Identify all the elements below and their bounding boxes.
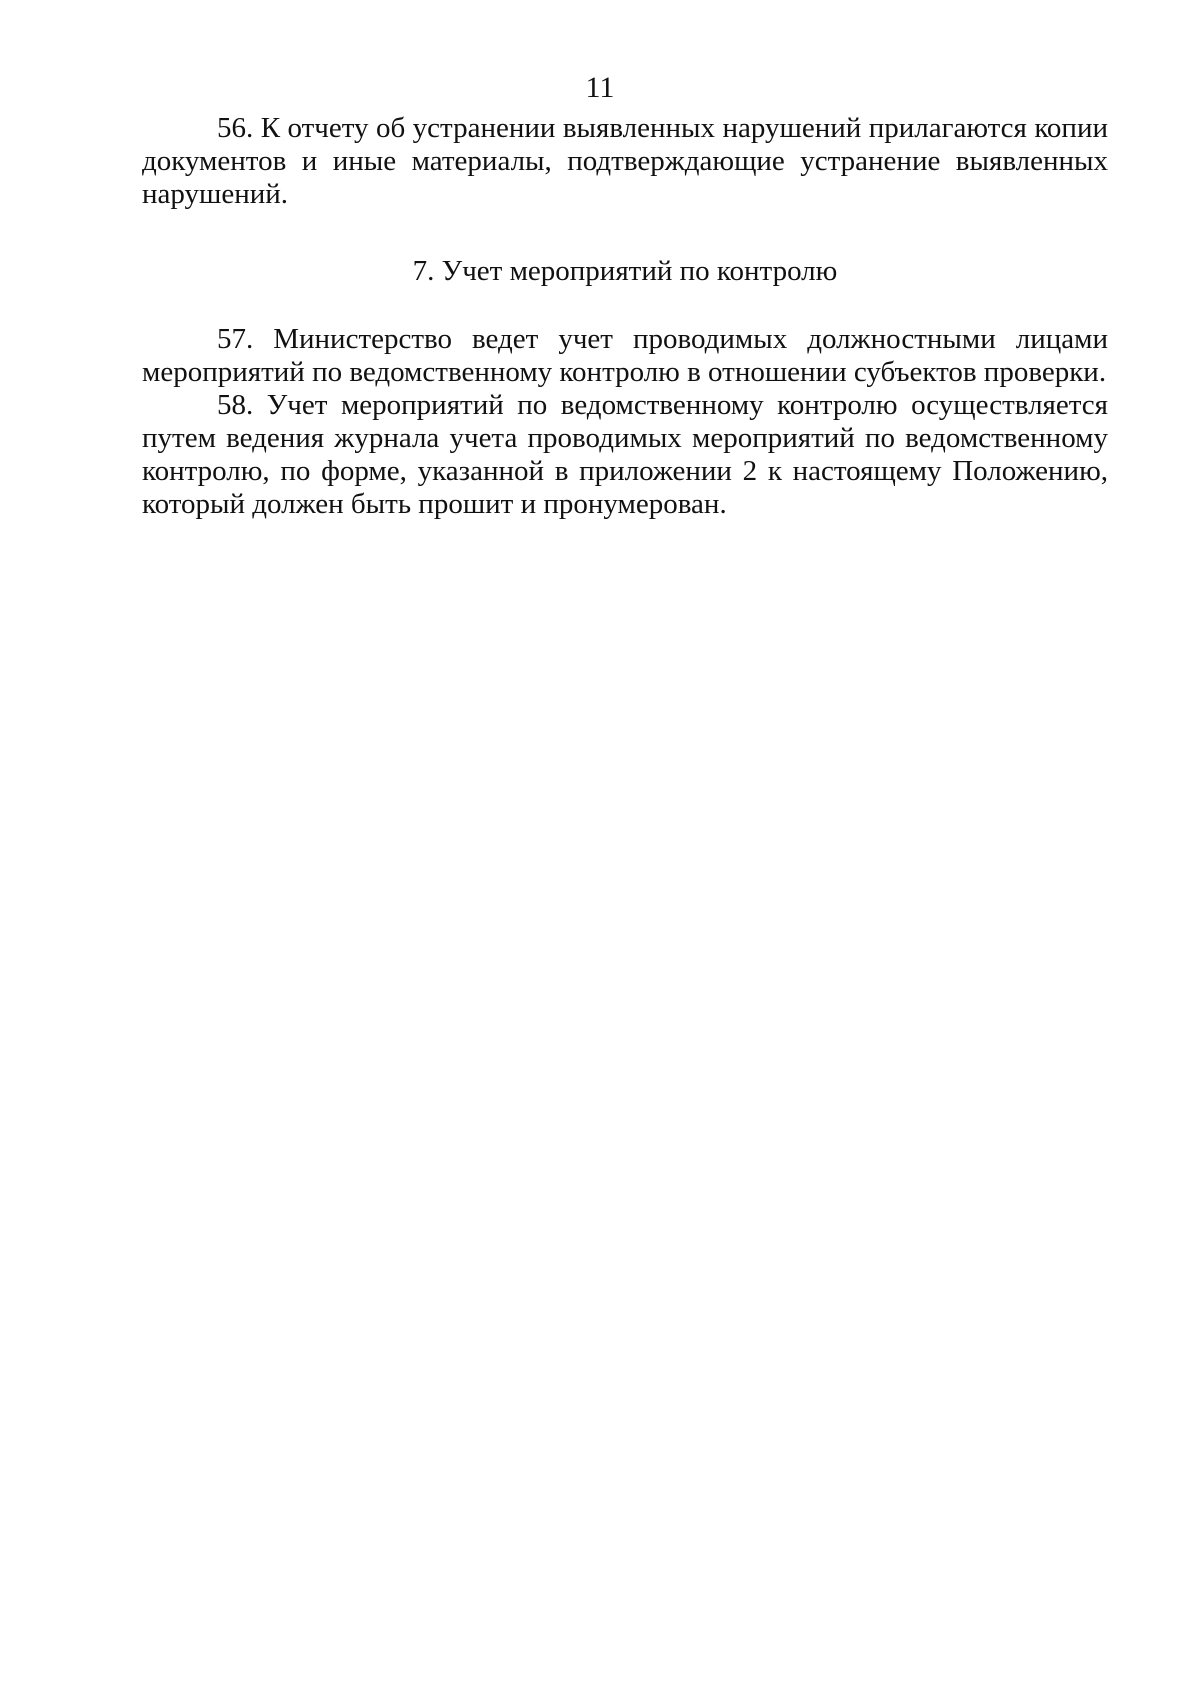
- document-body: [142, 112, 1108, 521]
- paragraph-58: 58. Учет мероприятий по ведомственному контролю осуществляется путем ведения журнала учета проводимых мероприятий по ведомственному контролю, по форме, указанной в приложении 2 к настоящему Положению, который должен быть прошит и пронумерован.: [142, 389, 1108, 520]
- page-number: 11: [585, 71, 615, 104]
- section-7-title: 7. Учет мероприятий по контролю: [412, 255, 838, 287]
- paragraph-56: 56. К отчету об устранении выявленных нарушений прилагаются копии документов и иные материалы, подтверждающие устранение выявленных нарушений.: [142, 112, 1108, 210]
- paragraph-57: 57. Министерство ведет учет проводимых должностными лицами мероприятий по ведомственному контролю в отношении субъектов проверки.: [142, 323, 1108, 388]
